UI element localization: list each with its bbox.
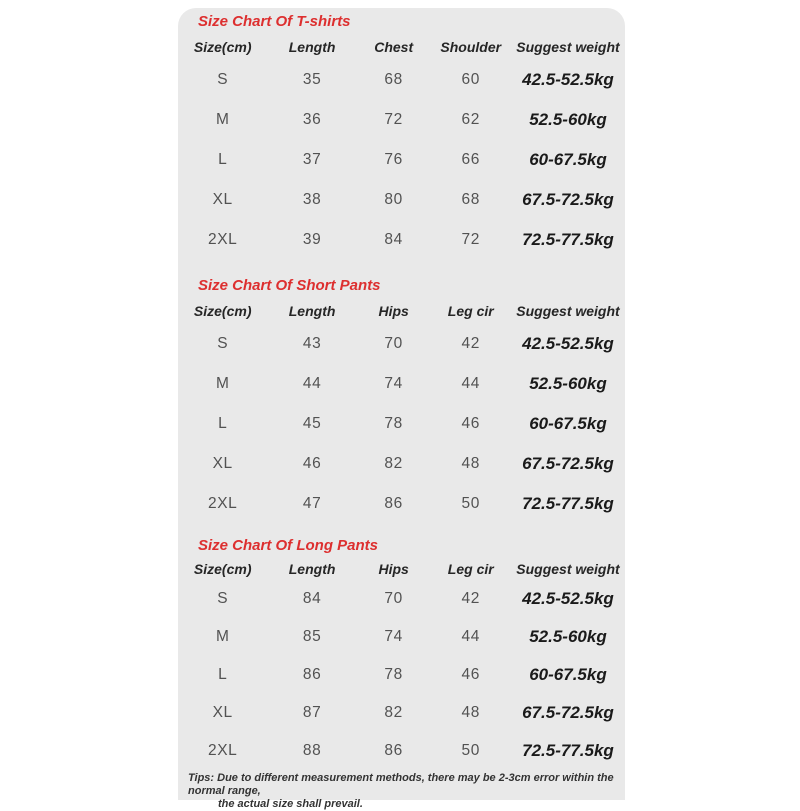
table-cell: 42.5-52.5kg xyxy=(522,70,614,89)
table-cell: 52.5-60kg xyxy=(529,374,607,393)
table-row xyxy=(178,404,625,444)
table-cell: 42 xyxy=(461,335,480,352)
table-row xyxy=(178,618,625,656)
table-header-row xyxy=(178,558,625,580)
column-header: Shoulder xyxy=(440,39,502,55)
table-cell: 46 xyxy=(302,455,322,472)
table-cell: 60-67.5kg xyxy=(529,414,607,433)
column-header: Length xyxy=(288,303,336,319)
table-cell: 86 xyxy=(384,742,403,759)
table-cell: 44 xyxy=(302,375,322,392)
table-cell: 42.5-52.5kg xyxy=(522,589,614,608)
table-cell: 45 xyxy=(302,415,322,432)
column-header: Size(cm) xyxy=(193,303,252,319)
table-cell: 44 xyxy=(461,628,480,645)
table-header-row xyxy=(178,298,625,324)
table-cell: 84 xyxy=(384,231,403,248)
table-cell: 74 xyxy=(384,375,403,392)
table-cell: 48 xyxy=(461,455,480,472)
table-cell: 60 xyxy=(461,71,480,88)
table-cell: 72 xyxy=(461,231,480,248)
table-row xyxy=(178,694,625,732)
table-cell: 72.5-77.5kg xyxy=(522,494,614,513)
tips-line: the actual size shall prevail. xyxy=(218,798,363,810)
table-cell: M xyxy=(215,375,230,392)
chart-title: Size Chart Of T-shirts xyxy=(198,13,351,30)
table-cell: 46 xyxy=(461,666,480,683)
table-cell: 43 xyxy=(302,335,322,352)
table-row xyxy=(178,484,625,524)
table-cell: 82 xyxy=(384,704,403,721)
table-cell: 84 xyxy=(302,590,322,607)
table-cell: 86 xyxy=(302,666,322,683)
table-cell: M xyxy=(215,628,230,645)
table-cell: M xyxy=(215,111,230,128)
table-cell: 50 xyxy=(461,495,480,512)
table-cell: 2XL xyxy=(208,742,238,759)
column-header: Suggest weight xyxy=(516,39,620,55)
table-cell: XL xyxy=(212,455,233,472)
table-cell: 2XL xyxy=(208,231,238,248)
chart-title: Size Chart Of Long Pants xyxy=(198,537,379,554)
table-cell: L xyxy=(218,666,228,683)
table-cell: L xyxy=(218,415,228,432)
table-cell: 82 xyxy=(384,455,403,472)
table-cell: 74 xyxy=(384,628,403,645)
table-cell: 60-67.5kg xyxy=(529,665,607,684)
table-cell: 67.5-72.5kg xyxy=(522,190,614,209)
table-cell: 78 xyxy=(384,666,403,683)
table-cell: 46 xyxy=(461,415,480,432)
table-cell: 67.5-72.5kg xyxy=(522,703,614,722)
table-cell: 39 xyxy=(302,231,322,248)
table-cell: 62 xyxy=(461,111,480,128)
table-cell: 50 xyxy=(461,742,480,759)
table-cell: 85 xyxy=(302,628,322,645)
column-header: Leg cir xyxy=(447,561,494,577)
table-cell: 88 xyxy=(302,742,322,759)
column-header: Hips xyxy=(378,561,409,577)
table-cell: 68 xyxy=(384,71,403,88)
table-cell: L xyxy=(218,151,228,168)
column-header: Size(cm) xyxy=(193,561,252,577)
table-cell: 42.5-52.5kg xyxy=(522,334,614,353)
table-cell: 70 xyxy=(384,335,403,352)
column-header: Length xyxy=(288,39,336,55)
column-header: Chest xyxy=(374,39,414,55)
table-cell: XL xyxy=(212,191,233,208)
table-cell: 35 xyxy=(302,71,322,88)
size-chart-card xyxy=(178,8,625,810)
table-cell: 72.5-77.5kg xyxy=(522,230,614,249)
table-cell: 70 xyxy=(384,590,403,607)
table-row xyxy=(178,180,625,220)
table-cell: S xyxy=(217,590,229,607)
table-cell: 60-67.5kg xyxy=(529,150,607,169)
table-cell: 76 xyxy=(384,151,403,168)
table-cell: 52.5-60kg xyxy=(529,110,607,129)
table-cell: 47 xyxy=(302,495,322,512)
table-cell: 87 xyxy=(302,704,322,721)
table-cell: 66 xyxy=(461,151,480,168)
table-row xyxy=(178,100,625,140)
table-cell: 44 xyxy=(461,375,480,392)
table-row xyxy=(178,364,625,404)
table-cell: 86 xyxy=(384,495,403,512)
tips-line: Tips: Due to different measurement methods, there may be 2-3cm error within the normal range, xyxy=(188,772,614,797)
table-cell: 72.5-77.5kg xyxy=(522,741,614,760)
chart-title: Size Chart Of Short Pants xyxy=(198,277,381,294)
table-cell: 37 xyxy=(302,151,322,168)
table-cell: 78 xyxy=(384,415,403,432)
column-header: Length xyxy=(288,561,336,577)
table-row xyxy=(178,580,625,618)
table-cell: 72 xyxy=(384,111,403,128)
table-header-row xyxy=(178,34,625,60)
table-row xyxy=(178,444,625,484)
column-header: Leg cir xyxy=(447,303,494,319)
table-row xyxy=(178,60,625,100)
tips-note xyxy=(178,772,625,811)
size-chart-section xyxy=(178,276,625,524)
table-cell: 38 xyxy=(302,191,322,208)
table-cell: XL xyxy=(212,704,233,721)
table-cell: 67.5-72.5kg xyxy=(522,454,614,473)
column-header: Suggest weight xyxy=(516,561,620,577)
table-cell: 48 xyxy=(461,704,480,721)
table-row xyxy=(178,220,625,260)
table-cell: 52.5-60kg xyxy=(529,627,607,646)
size-chart-section xyxy=(178,536,625,770)
table-cell: S xyxy=(217,71,229,88)
column-header: Hips xyxy=(378,303,409,319)
table-cell: 68 xyxy=(461,191,480,208)
size-chart-section xyxy=(178,12,625,260)
table-cell: 2XL xyxy=(208,495,238,512)
table-row xyxy=(178,732,625,770)
table-row xyxy=(178,324,625,364)
table-row xyxy=(178,656,625,694)
size-chart-sections xyxy=(178,12,625,770)
table-row xyxy=(178,140,625,180)
table-cell: 80 xyxy=(384,191,403,208)
table-cell: 42 xyxy=(461,590,480,607)
table-cell: S xyxy=(217,335,229,352)
column-header: Size(cm) xyxy=(193,39,252,55)
column-header: Suggest weight xyxy=(516,303,620,319)
table-cell: 36 xyxy=(302,111,322,128)
